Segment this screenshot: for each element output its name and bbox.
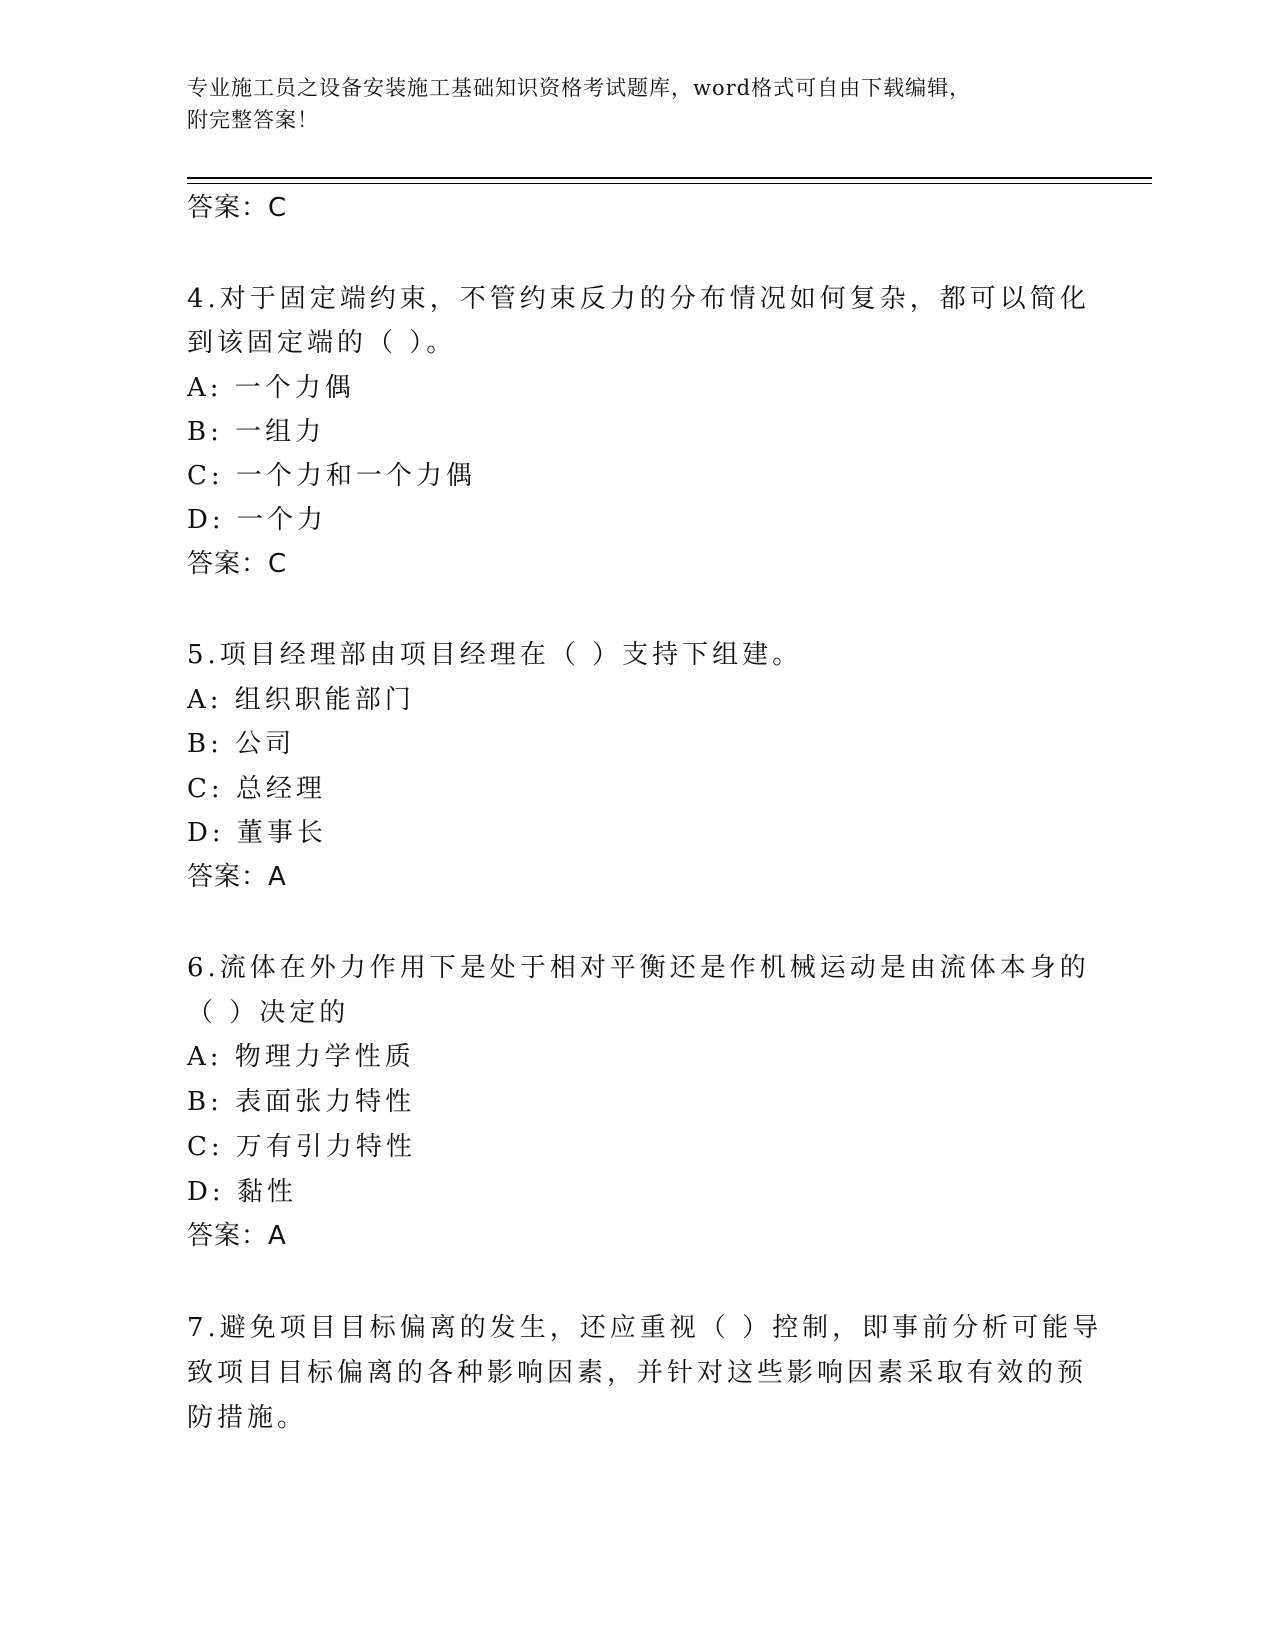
question-4-option-b: B: 一组力	[187, 417, 326, 447]
header-line-2: 附完整答案！	[187, 108, 319, 132]
question-7-stem-line-3: 防措施。	[187, 1403, 308, 1433]
question-7-stem-line-1: 7.避免项目目标偏离的发生，还应重视（ ）控制，即事前分析可能导	[187, 1313, 1103, 1343]
question-6-option-b: B: 表面张力特性	[187, 1087, 416, 1117]
header-rule-thin	[187, 183, 1152, 184]
question-4-stem-line-1: 4.对于固定端约束，不管约束反力的分布情况如何复杂，都可以简化	[187, 284, 1090, 314]
header-line-1: 专业施工员之设备安装施工基础知识资格考试题库，word格式可自由下载编辑，	[187, 76, 972, 100]
question-5-option-a: A: 组织职能部门	[187, 685, 415, 715]
answer-prev: 答案：C	[187, 193, 288, 223]
question-6-stem-line-2: （ ）决定的	[187, 998, 350, 1028]
question-4-option-a: A: 一个力偶	[187, 373, 355, 403]
question-6-answer: 答案：A	[187, 1221, 287, 1251]
question-4-option-c: C: 一个力和一个力偶	[187, 461, 476, 491]
document-header	[187, 72, 1087, 136]
question-5-stem-line-1: 5.项目经理部由项目经理在（ ）支持下组建。	[187, 640, 803, 670]
question-5-option-b: B: 公司	[187, 729, 296, 759]
question-4-stem-line-2: 到该固定端的（ ）。	[187, 328, 457, 358]
question-4-answer: 答案：C	[187, 549, 288, 579]
question-6-option-a: A: 物理力学性质	[187, 1042, 415, 1072]
question-5-option-d: D: 董事长	[187, 818, 327, 848]
question-7-stem-line-2: 致项目目标偏离的各种影响因素，并针对这些影响因素采取有效的预	[187, 1358, 1088, 1388]
question-6-option-c: C: 万有引力特性	[187, 1132, 416, 1162]
question-4-option-d: D: 一个力	[187, 505, 327, 535]
header-rule-thick	[187, 177, 1152, 179]
question-5-answer: 答案：A	[187, 862, 287, 892]
question-5-option-c: C: 总经理	[187, 774, 326, 804]
question-6-stem-line-1: 6.流体在外力作用下是处于相对平衡还是作机械运动是由流体本身的	[187, 953, 1090, 983]
question-6-option-d: D: 黏性	[187, 1177, 297, 1207]
